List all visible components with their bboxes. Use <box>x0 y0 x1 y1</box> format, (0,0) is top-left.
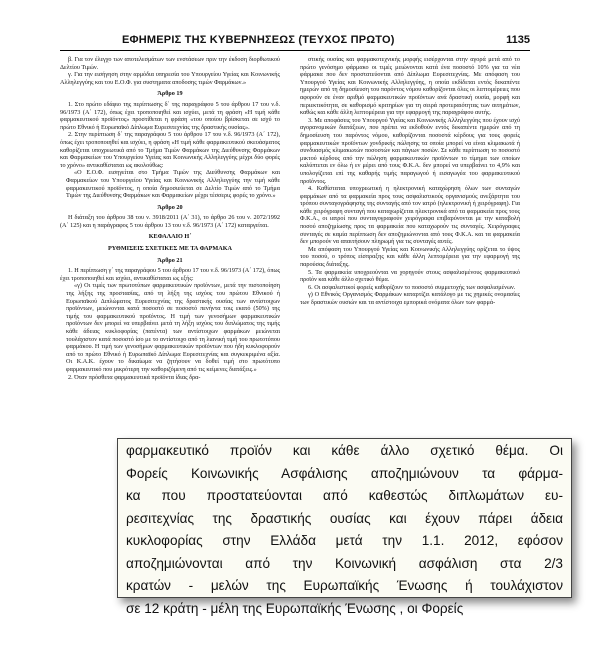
paragraph: γ. Για την εισήγηση στην αρμόδια υπηρεσία του Υπουργείου Υγείας και Κοινωνικής Αλληλεγγύης και του Ε.Ο.Φ. για συστηματα αποδοσης τιμών Φαρμάκων.» <box>60 71 280 86</box>
paragraph: 4. Καθίσταται υποχρεωτική η ηλεκτρονική καταχώρηση όλων των συνταγών φαρμάκων από τα φαρμακεία προς τους ασφαλιστικούς οργανισμούς ανεξάρτητα του τρόπου συνταγογράφησης της συνταγής από τον ιατρό (ηλεκτρονική ή χειρόγραφη). Για κάθε χειρόγραφη συνταγή που καταχωρίζεται ηλεκτρονικά από τα φαρμακεία προς τους Φ.Κ.Α., οι ιατροί που συνταγογραφούν χειρόγραφα επιβαρύνονται με την καταβολή ποσού αποζημίωσης προς τα φαρμακεία που καταχωρούν τις συνταγές. Χειρόγραφες συνταγές σε καμία περίπτωση δεν αποζημιώνονται από τους Φ.Κ.Α. και τα φαρμακεία δεν μπορούν να απαιτήσουν πληρωμή για τις συνταγές αυτές. <box>300 185 520 246</box>
paragraph: 1. Στο πρώτο εδάφιο της περίπτωσης δ΄ της παραγράφου 5 του άρθρου 17 του ν.δ. 96/1973 (Α΄ 172), όπως έχει τροποποιηθεί και ισχύει, μετά τη φράση «Η τιμή κάθε φαρμακευτικού προϊόντος» προστίθεται η φράση «του οποίου βρίσκεται σε ισχύ το πρώτο Εθνικό ή Ευρωπαϊκό Δίπλωμα Ευρεσιτεχνίας της δραστικής ουσίας». <box>60 100 280 131</box>
zoom-line: σε 12 κράτη - μέλη της Ευρωπαϊκής Ένωσης , οι Φορείς <box>126 600 464 616</box>
quoted-paragraph: «Ο Ε.Ο.Φ. εισηγείται στο Τμήμα Τιμών της Διεύθυνσης Φαρμάκων και Φαρμακείων του Υπουργείου Υγείας και Κοινωνικής Αλληλεγγύης την τιμή κάθε φαρμακευτικού προϊόντος, η οποία δημοσιεύεται σε Δελτίο Τιμών από το Τμήμα Τιμών της Διεύθυνσης Φαρμάκων και Φαρμακείων μέχρι τέσσερις φορές το χρόνο.» <box>66 169 280 200</box>
section-heading: Άρθρο 20 <box>157 203 183 211</box>
paragraph: Η διάταξη του άρθρου 38 του ν. 3918/2011 (Α΄ 31), το άρθρο 26 του ν. 2072/1992 (Α΄ 125) και η παράγραφος 5 του άρθρου 13 του ν.δ. 96/1973 (Α΄ 172) καταργείται. <box>60 214 280 229</box>
quoted-paragraph: «γ) Οι τιμές των πρωτοτύπων φαρμακευτικών προϊόντων, μετά την πιστοποίηση της λήξης της προστασίας, από τη λήξη της ισχύος του πρώτου Εθνικού ή Ευρωπαϊκού Διπλώματος Ευρεσιτεχνίας της δραστικής ουσίας των αντίστοιχων προϊόντων, μειώνονται κατά ποσοστό σε ποσοστό πενήντα τοις εκατό (50%) της τιμής του φαρμακευτικού προϊόντος. Η τιμή των γενοσήμων φαρμακευτικών προϊόντων δεν μπορεί να υπερβαίνει μετά τη λήξη ισχύος του διπλώματος της τιμής κάθε άδειας κυκλοφορίας (πατέντα) των αντίστοιχων φαρμάκων μειώνεται τουλάχιστον κατά ποσοστό ίσο με το αντίστοιχο από τη λιανική τιμή του πρωτοτύπου φαρμάκου. Η τιμή των γενοσήμων φαρμακευτικών προϊόντων που ήδη κυκλοφορούν από το πρώτο Εθνικό ή Ευρωπαϊκό Δίπλωμα Ευρεσιτεχνίας και συγκεκριμένα αξία. Οι Κ.Α.Κ. έχουν το δικαίωμα να ζητήσουν να δοθεί τιμή στο πρωτότυπο φαρμακευτικό που μικρότερη την καθοριζόμενη από τις κείμενες διατάξεις.» <box>66 282 280 373</box>
gazette-title: ΕΦΗΜΕΡΙΣ ΤΗΣ ΚΥΒΕΡΝΗΣΕΩΣ (ΤΕΥΧΟΣ ΠΡΩΤΟ) <box>122 34 395 46</box>
zoom-line: Φορείς Κοινωνικής Ασφάλισης αποζημιώνουν τα φάρμα- <box>126 465 563 481</box>
paragraph: 3. Με αποφάσεις του Υπουργού Υγείας και Κοινωνικής Αλληλεγγύης που έχουν ισχύ αγορανομικών διατάξεων, που πρέπει να εκδοθούν εντός δεκαπέντε ημερών από τη δημοσίευση του παρόντος νόμου, καθορίζονται ποσοστά κέρδους για τους φορείς φαρμακευτικών προϊόντων χονδρικής πώλησης τα οποία μπορεί να είναι κλιμακωτά ή συνδυασμός κλιμακωτών ποσοστών και πάγιων ποσών. Σε κάθε περίπτωση το ποσοστό μικτού κέρδους από την πώληση φαρμακευτικών προϊόντων το τίμημα των οποίων καλύπτεται εν όλω ή εν μέρει από τους Φ.Κ.Α. δεν μπορεί να υπερβαίνει το 4,9% και υπολογίζεται επί της καθαρής τιμής παραγωγού ή εισαγωγέα του φαρμακευτικού προϊόντος. <box>300 116 520 185</box>
section-heading: ΚΕΦΑΛΑΙΟ Η΄ <box>148 233 192 241</box>
section-heading: Άρθρο 19 <box>157 90 183 98</box>
zoom-line: κα που προστατεύονται από καθεστώς διπλωμάτων ευ- <box>126 488 563 503</box>
paragraph: 2. Όταν πρόσθετα φαρμακευτικά προϊόντα ίδιας δρα- <box>68 373 201 381</box>
paragraph: 1. Η περίπτωση γ΄ της παραγράφου 5 του άρθρου 17 του ν.δ. 96/1973 (Α΄ 172), όπως έχει τροποποιηθεί και ισχύει, αντικαθίσταται ως εξής: <box>60 267 280 282</box>
zoom-line: κρατών - μελών της Ευρωπαϊκής Ένωσης ή τουλάχιστον <box>126 578 563 593</box>
header-rule <box>60 50 530 51</box>
paragraph: γ) Ο Εθνικός Οργανισμός Φαρμάκων καταρτίζει κατάλογο με τις χημικές ονομασίες των δραστικών ουσιών και τα αντίστοιχα εμπορικά ονόματα όλων των φαρμά- <box>300 291 520 306</box>
zoom-line: αποζημιώνονται από την Κοινωνική ασφάλιση στα 2/3 <box>126 555 563 571</box>
paragraph: β. Για τον έλεγχο των αποτελεσμάτων των ενστάσεων πριν την έκδοση διορθωτικού Δελτίου Τιμών. <box>60 56 280 71</box>
zoom-overlay <box>117 438 572 616</box>
zoom-line: κυκλοφορίας στην Ελλάδα μετά την 1.1. 2012, εφόσον <box>126 533 563 548</box>
page-number: 1135 <box>506 34 530 46</box>
zoom-line: ρεσιτεχνίας της δραστικής ουσίας και έχουν πάρει άδεια <box>126 510 563 526</box>
page-header <box>60 34 530 50</box>
paragraph: 2. Στην περίπτωση δ΄ της παραγράφου 5 του άρθρου 17 του ν.δ. 96/1973 (Α΄ 172), όπως έχει τροποποιηθεί και ισχύει, η φράση «Η τιμή κάθε φαρμακευτικού σκευάσματος καθορίζεται υποχρεωτικά από το Τμήμα Τιμών Φαρμάκων της Διεύθυνσης Φαρμάκων και Φαρμακείων του Υπουργείου Υγείας και Κοινωνικής Αλληλεγγύης μέχρι δύο φορές το χρόνο» αντικαθίσταται ως ακολούθως: <box>60 131 280 169</box>
zoom-overlay-text <box>126 440 563 620</box>
section-heading: ΡΥΘΜΙΣΕΙΣ ΣΧΕΤΙΚΕΣ ΜΕ ΤΑ ΦΑΡΜΑΚΑ <box>108 245 232 253</box>
paragraph: Με απόφαση του Υπουργού Υγείας και Κοινωνικής Αλληλεγγύης ορίζεται το ύψος του ποσού, ο τρόπος είσπραξης και κάθε άλλη λεπτομέρεια για την εφαρμογή της παρούσας διάταξης. <box>300 245 520 269</box>
paragraph: στικής ουσίας και φαρμακοτεχνικής μορφής εισέρχονται στην αγορά μετά από το πρώτο γενόσημο φάρμακο οι τιμές μειώνονται κατά ένα ποσοστό 10% για τα νέα φάρμακα που δεν προστατεύονται από Δίπλωμα Ευρεσιτεχνίας. Με απόφαση του Υπουργού Υγείας και Κοινωνικής Αλληλεγγύης, η οποία εκδίδεται εντός δεκαπέντε ημερών από τη δημοσίευση του παρόντος νόμου καθορίζονται όλες οι λεπτομέρειες που αφορούν σε έναν αριθμό φαρμακευτικών προϊόντων ανά δραστική ουσία, μορφή και περιεκτικότητα, σε καθορισμό κριτηρίων για τη σειρά προτεραιότητας των αιτημάτων, καθώς και κάθε άλλη λεπτομέρεια για την εφαρμογή της παραγράφου αυτής. <box>300 56 520 117</box>
paragraph: 5. Τα φαρμακεία υποχρεούνται να χορηγούν στους ασφαλισμένους φαρμακευτικό προϊόν και κάθε άλλο σχετικό θέμα. <box>300 268 520 284</box>
section-heading: Άρθρο 21 <box>157 256 183 264</box>
zoom-line: φαρμακευτικό προϊόν και κάθε άλλο σχετικό θέμα. Οι <box>126 443 563 458</box>
paragraph: 6. Οι ασφαλιστικοί φορείς καθορίζουν το ποσοστό συμμετοχής των ασφαλισμένων. <box>308 283 516 291</box>
